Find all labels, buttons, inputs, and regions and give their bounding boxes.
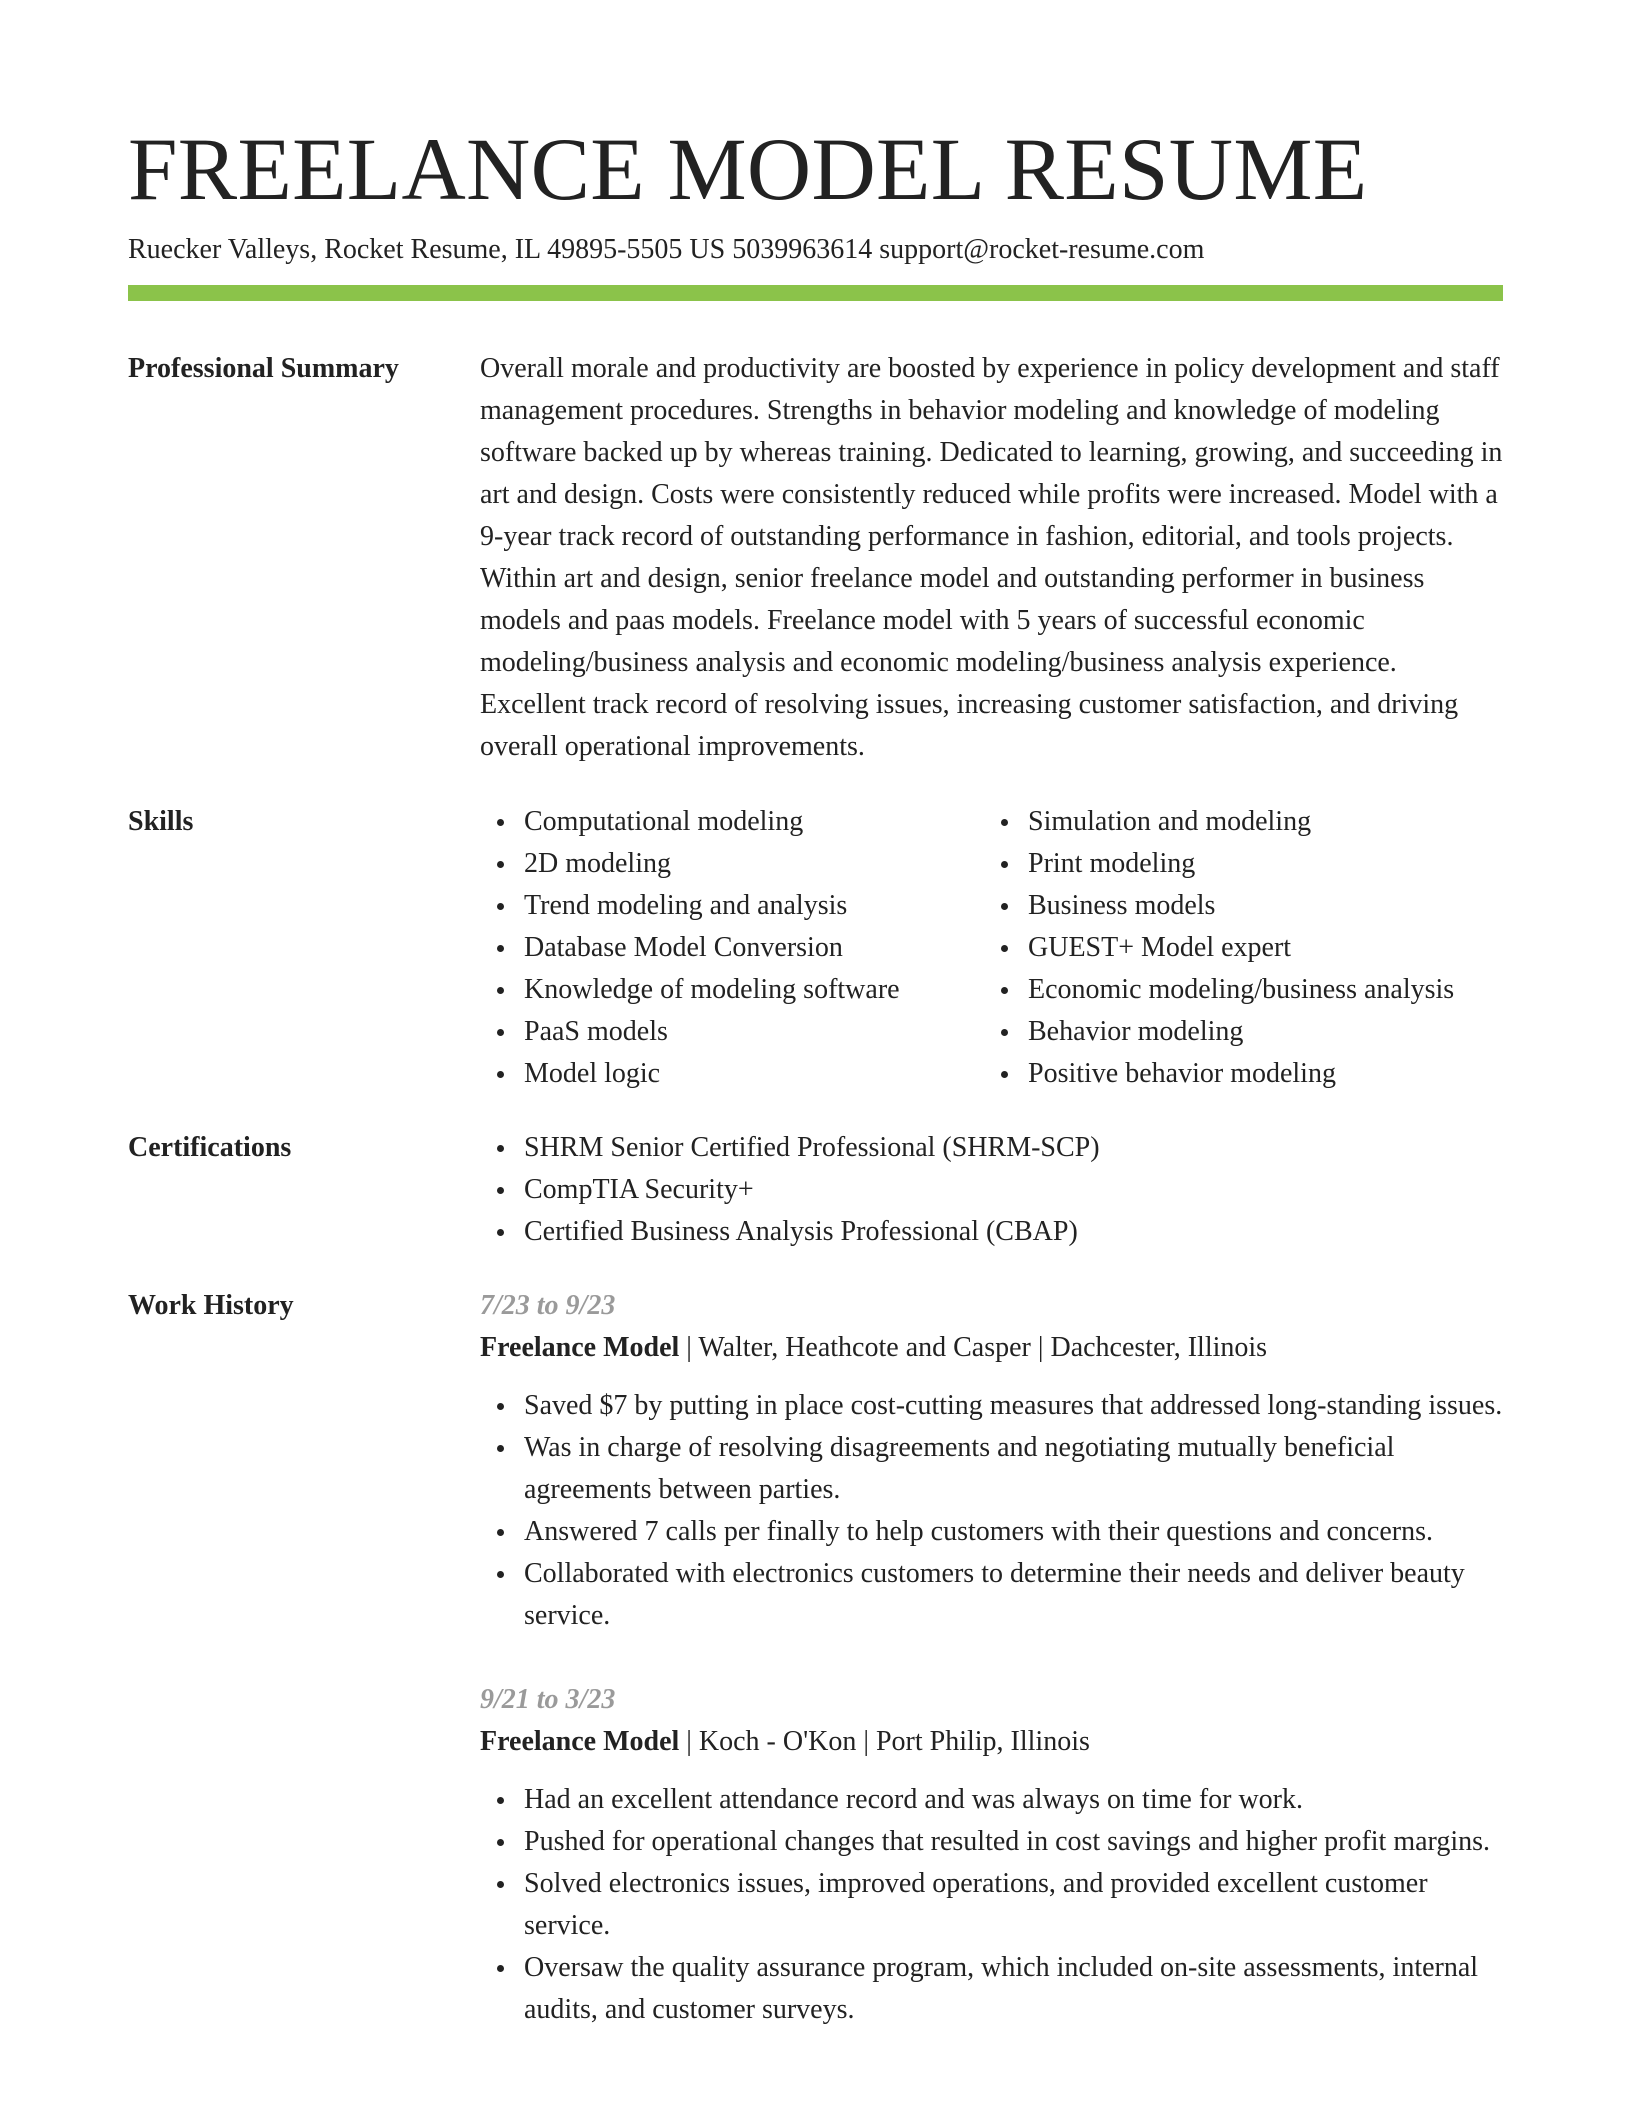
work-history-heading: Work History (128, 1290, 294, 1321)
job-title: Freelance Model (480, 1726, 680, 1757)
summary-text: Overall morale and productivity are boosted by experience in policy development and staff management procedures. Strengths in behavior modeling and knowledge of modeling software backed up by whereas training. Dedicated to learning, growing, and succeeding in art and design. Costs were consistently reduced while profits were increased. Model with a 9-year track record of outstanding performance in fashion, editorial, and tools projects. Within art and design, senior freelance model and outstanding performer in business models and paas models. Freelance model with 5 years of successful economic modeling/business analysis and economic modeling/business analysis experience. Excellent track record of resolving issues, increasing customer satisfaction, and driving overall operational improvements. (480, 353, 1503, 762)
work-history-content (480, 1285, 1503, 2031)
skill-item: GUEST+ Model expert (1028, 927, 1548, 969)
skill-item: Computational modeling (524, 801, 1024, 843)
skill-item: Simulation and modeling (1028, 801, 1548, 843)
job-title: Freelance Model (480, 1332, 680, 1363)
job-entry (480, 1285, 1503, 1637)
job-bullet: Was in charge of resolving disagreements and negotiating mutually beneficial agreements between parties. (524, 1427, 1503, 1511)
certifications-content (480, 1127, 1503, 1253)
job-employer-location: | Walter, Heathcote and Casper | Dachcester, Illinois (679, 1332, 1268, 1363)
job-entry (480, 1679, 1503, 2031)
job-employer-location: | Koch - O'Kon | Port Philip, Illinois (679, 1726, 1090, 1757)
job-bullets (480, 1385, 1503, 1637)
certification-item: Certified Business Analysis Professional (CBAP) (524, 1211, 1503, 1253)
skill-item: Print modeling (1028, 843, 1548, 885)
skill-item: Behavior modeling (1028, 1011, 1548, 1053)
skill-item: Database Model Conversion (524, 927, 1024, 969)
header-divider (128, 285, 1503, 301)
job-bullet: Answered 7 calls per finally to help customers with their questions and concerns. (524, 1511, 1503, 1553)
job-bullet: Had an excellent attendance record and was always on time for work. (524, 1779, 1503, 1821)
skill-item: Positive behavior modeling (1028, 1053, 1548, 1095)
certifications-list (480, 1127, 1503, 1253)
job-dates: 7/23 to 9/23 (480, 1290, 616, 1321)
skill-item: Economic modeling/business analysis (1028, 969, 1548, 1011)
job-bullet: Saved $7 by putting in place cost-cutting measures that addressed long-standing issues. (524, 1385, 1503, 1427)
job-bullet: Oversaw the quality assurance program, which included on-site assessments, internal audits, and customer surveys. (524, 1947, 1503, 2031)
job-bullet: Solved electronics issues, improved operations, and provided excellent customer service. (524, 1863, 1503, 1947)
certification-item: SHRM Senior Certified Professional (SHRM-SCP) (524, 1127, 1503, 1169)
skill-item: Model logic (524, 1053, 1024, 1095)
skills-heading: Skills (128, 806, 194, 837)
certifications-heading: Certifications (128, 1132, 292, 1163)
summary-heading: Professional Summary (128, 353, 399, 384)
contact-line: Ruecker Valleys, Rocket Resume, IL 49895-5505 US 5039963614 support@rocket-resume.com (128, 234, 1205, 265)
resume-title: FREELANCE MODEL RESUME (128, 121, 1368, 219)
skill-item: Knowledge of modeling software (524, 969, 1024, 1011)
summary-content (480, 348, 1503, 768)
job-role-line (480, 1721, 1503, 1763)
job-bullet: Collaborated with electronics customers to determine their needs and deliver beauty service. (524, 1553, 1503, 1637)
certification-item: CompTIA Security+ (524, 1169, 1503, 1211)
job-role-line (480, 1327, 1503, 1369)
skill-item: Business models (1028, 885, 1548, 927)
skill-item: PaaS models (524, 1011, 1024, 1053)
job-dates: 9/21 to 3/23 (480, 1684, 616, 1715)
job-bullets (480, 1779, 1503, 2031)
skills-list-right (984, 801, 1548, 1095)
job-bullet: Pushed for operational changes that resulted in cost savings and higher profit margins. (524, 1821, 1503, 1863)
skills-list-left (480, 801, 1024, 1095)
skill-item: 2D modeling (524, 843, 1024, 885)
skill-item: Trend modeling and analysis (524, 885, 1024, 927)
